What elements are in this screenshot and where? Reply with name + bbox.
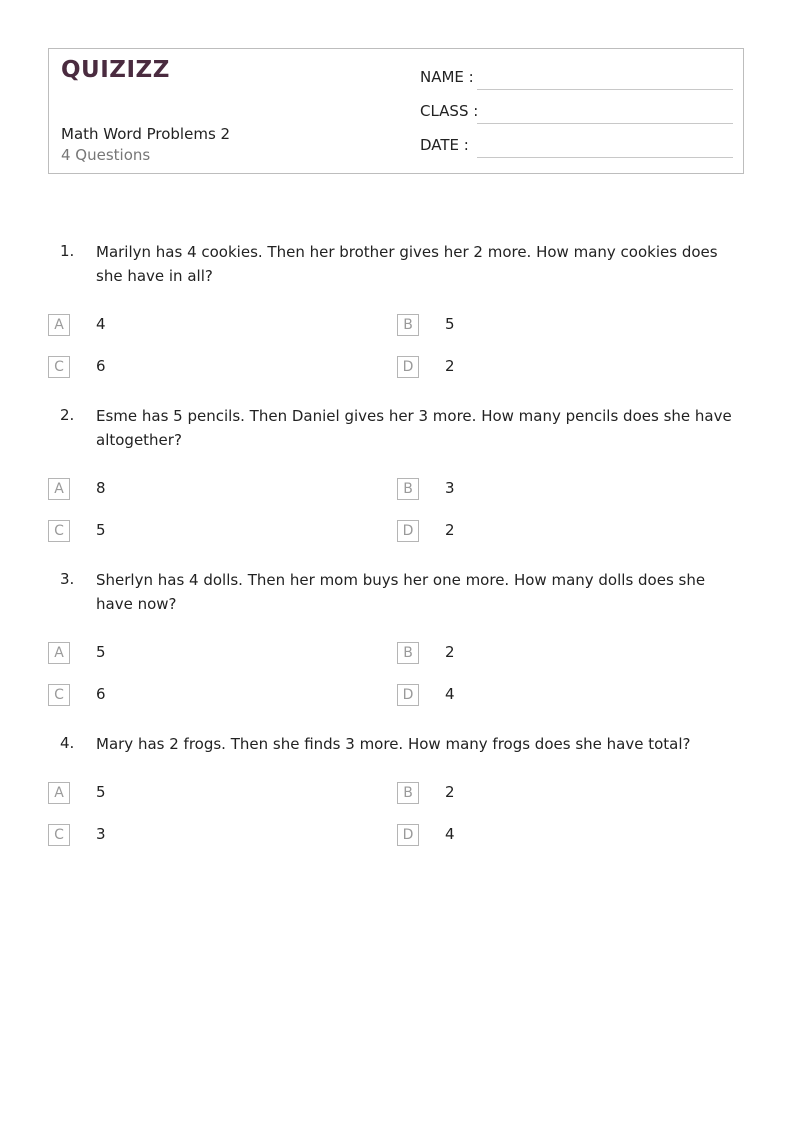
option-letter-box[interactable]: D — [397, 356, 419, 378]
option-text: 5 — [445, 315, 455, 333]
option-letter-box[interactable]: A — [48, 782, 70, 804]
date-input-line[interactable] — [477, 157, 733, 158]
option-letter-box[interactable]: B — [397, 782, 419, 804]
option-letter-box[interactable]: A — [48, 314, 70, 336]
option-text: 4 — [96, 315, 106, 333]
option-text: 2 — [445, 357, 455, 375]
option-text: 2 — [445, 783, 455, 801]
question-number: 1. — [60, 242, 75, 260]
option-text: 2 — [445, 643, 455, 661]
name-label: NAME : — [420, 68, 474, 86]
question-text: Esme has 5 pencils. Then Daniel gives her 3 more. How many pencils does she have altogether? — [96, 407, 732, 449]
option-letter-box[interactable]: D — [397, 684, 419, 706]
class-label: CLASS : — [420, 102, 479, 120]
class-field[interactable] — [420, 102, 733, 124]
question-count: 4 Questions — [61, 146, 151, 164]
option-text: 6 — [96, 357, 106, 375]
q4-option-b[interactable] — [397, 782, 697, 806]
option-text: 2 — [445, 521, 455, 539]
option-letter-box[interactable]: B — [397, 478, 419, 500]
question-text: Sherlyn has 4 dolls. Then her mom buys her one more. How many dolls does she have now? — [96, 571, 706, 613]
option-text: 6 — [96, 685, 106, 703]
option-letter-box[interactable]: B — [397, 642, 419, 664]
option-text: 5 — [96, 521, 106, 539]
q3-option-c[interactable] — [48, 684, 348, 708]
q4-option-d[interactable] — [397, 824, 697, 848]
option-text: 5 — [96, 783, 106, 801]
q3-option-b[interactable] — [397, 642, 697, 666]
q1-option-c[interactable] — [48, 356, 348, 380]
q2-option-c[interactable] — [48, 520, 348, 544]
q4-option-a[interactable] — [48, 782, 348, 806]
option-letter-box[interactable]: C — [48, 520, 70, 542]
option-letter-box[interactable]: C — [48, 356, 70, 378]
option-text: 5 — [96, 643, 106, 661]
worksheet-header — [48, 48, 744, 174]
option-letter-box[interactable]: A — [48, 642, 70, 664]
question-number: 4. — [60, 734, 75, 752]
q2-option-b[interactable] — [397, 478, 697, 502]
question-text: Marilyn has 4 cookies. Then her brother gives her 2 more. How many cookies does she have in all? — [96, 243, 718, 285]
question-number: 3. — [60, 570, 75, 588]
q2-option-a[interactable] — [48, 478, 348, 502]
q4-option-c[interactable] — [48, 824, 348, 848]
option-letter-box[interactable]: C — [48, 684, 70, 706]
q3-option-d[interactable] — [397, 684, 697, 708]
q1-option-a[interactable] — [48, 314, 348, 338]
q1-option-b[interactable] — [397, 314, 697, 338]
option-letter-box[interactable]: D — [397, 824, 419, 846]
name-input-line[interactable] — [477, 89, 733, 90]
option-letter-box[interactable]: C — [48, 824, 70, 846]
question-number: 2. — [60, 406, 75, 424]
class-input-line[interactable] — [477, 123, 733, 124]
option-letter-box[interactable]: A — [48, 478, 70, 500]
option-text: 4 — [445, 825, 455, 843]
worksheet-title: Math Word Problems 2 — [61, 125, 231, 143]
option-text: 3 — [96, 825, 106, 843]
q1-option-d[interactable] — [397, 356, 697, 380]
date-field[interactable] — [420, 136, 733, 158]
question-text: Mary has 2 frogs. Then she finds 3 more. How many frogs does she have total? — [96, 735, 691, 753]
q2-option-d[interactable] — [397, 520, 697, 544]
option-letter-box[interactable]: D — [397, 520, 419, 542]
option-text: 8 — [96, 479, 106, 497]
option-letter-box[interactable]: B — [397, 314, 419, 336]
option-text: 3 — [445, 479, 455, 497]
quizizz-logo: QUIZIZZ — [61, 57, 170, 83]
option-text: 4 — [445, 685, 455, 703]
name-field[interactable] — [420, 68, 733, 90]
date-label: DATE : — [420, 136, 469, 154]
q3-option-a[interactable] — [48, 642, 348, 666]
